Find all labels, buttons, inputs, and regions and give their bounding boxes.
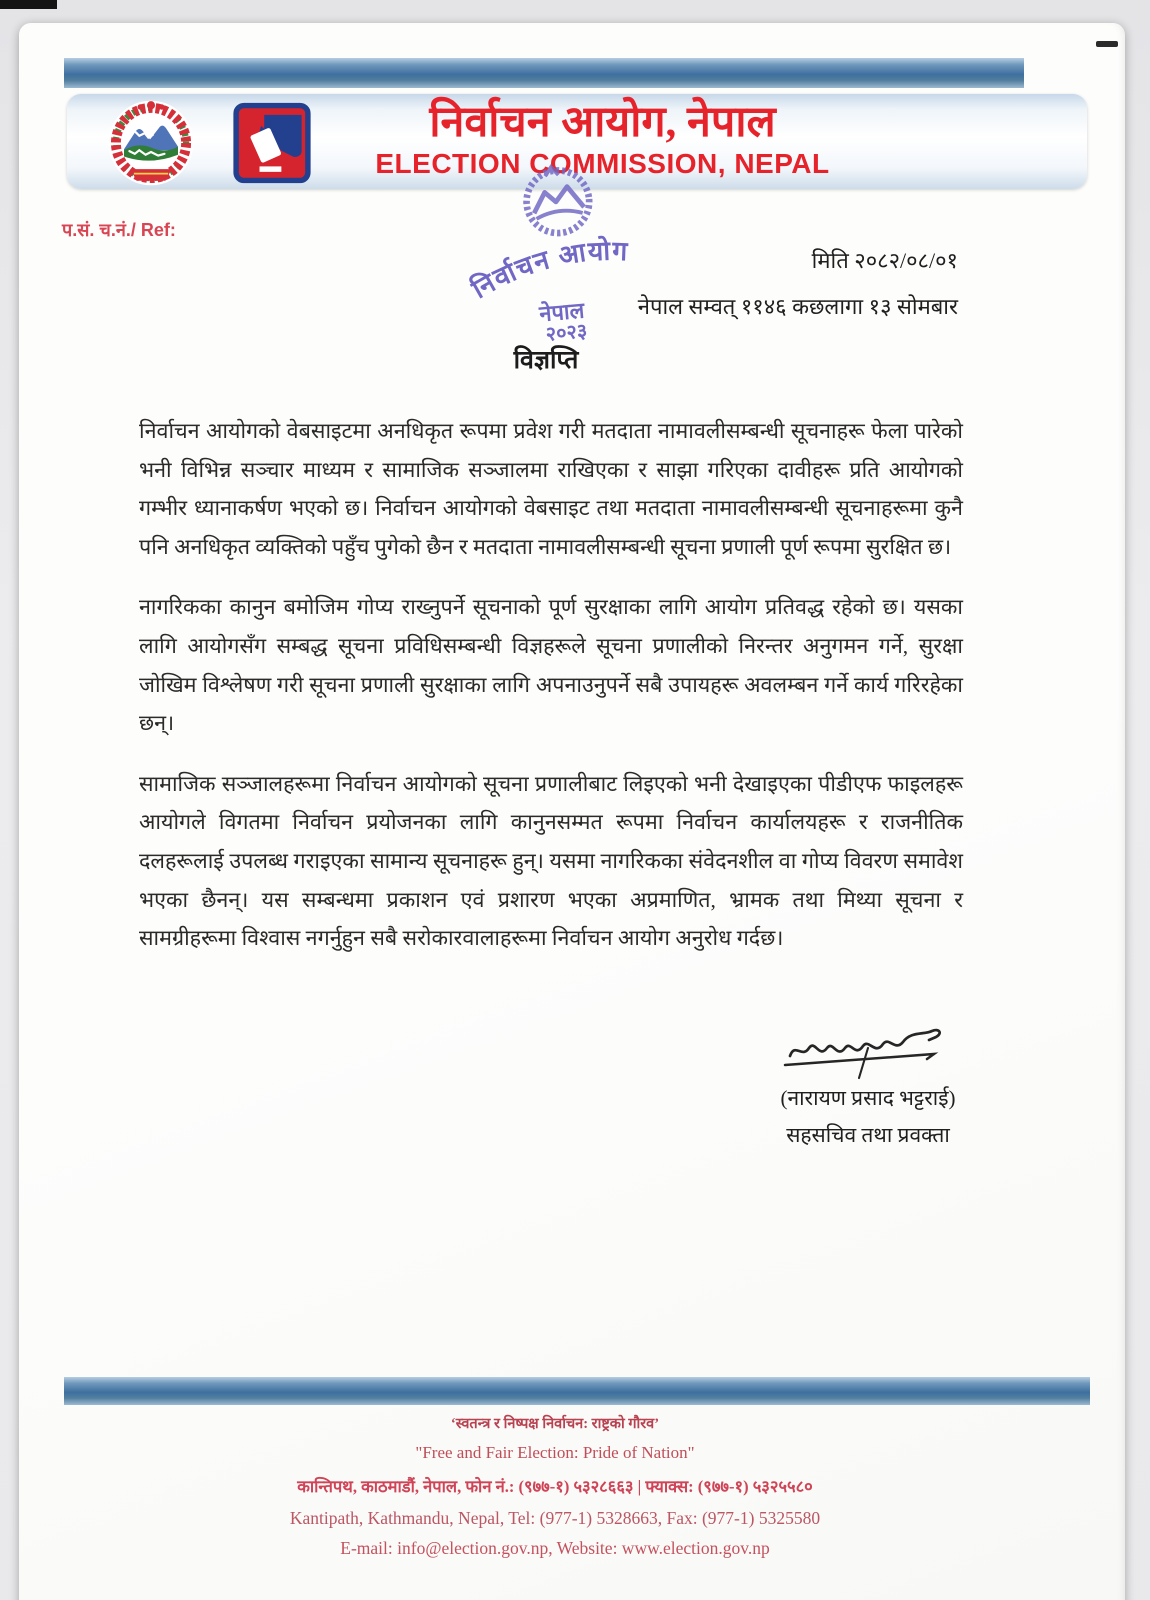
signature-block [738,1018,998,1149]
date-nepal-sambat: नेपाल सम्वत् ११४६ कछलागा १३ सोमबार [637,294,958,319]
handwritten-signature-icon [782,1018,954,1082]
footer-motto-english: "Free and Fair Election: Pride of Nation" [415,1443,695,1462]
svg-text:निर्वाचन आयोग [463,232,634,306]
date-bikram-sambat: मिति २०८२/०८/०१ [811,248,958,273]
nepal-coat-of-arms-icon [106,98,196,188]
subject-title: विज्ञप्ति [513,347,579,374]
scan-artifact-mark-top-right [1096,41,1118,47]
footer-contact-block [16,1413,1094,1559]
ref-number-label: प.सं. च.नं./ Ref: [62,220,176,240]
stamp-arc-text: निर्वाचन आयोग [466,235,630,305]
signatory-designation: सहसचिव तथा प्रवक्ता [786,1123,950,1147]
stamp-year-text: २०२३ [544,320,589,346]
footer-divider-bar [64,1377,1090,1405]
footer-motto-nepali: ‘स्वतन्त्र र निष्पक्ष निर्वाचन: राष्ट्रको गौरव’ [450,1416,660,1432]
org-name-english: ELECTION COMMISSION, NEPAL [375,148,830,179]
dateline [638,246,958,322]
scan-artifact-mark-top-left [0,0,57,9]
footer-email-website: E-mail: info@election.gov.np, Website: www.election.gov.np [340,1538,770,1558]
signatory-name: (नारायण प्रसाद भट्टराई) [780,1086,956,1110]
stamp-country-text: नेपाल [538,298,586,327]
org-name-nepali: निर्वाचन आयोग, नेपाल [429,99,776,146]
paragraph-1: निर्वाचन आयोगको वेबसाइटमा अनधिकृत रूपमा प्रवेश गरी मतदाता नामावलीसम्बन्धी सूचनाहरू फेला पारेको भनी विभिन्न सञ्चार माध्यम र सामाजिक सञ्जालमा राखिएका र साझा गरिएका दावीहरू प्रति आयोगको गम्भीर ध्यानाकर्षण भएको छ। निर्वाचन आयोगको वेबसाइट तथा मतदाता नामावलीसम्बन्धी सूचनाहरूमा कुनै पनि अनधिकृत व्यक्तिको पहुँच पुगेको छैन र मतदाता नामावलीसम्बन्धी सूचना प्रणाली पूर्ण रूपमा सुरक्षित छ। [139,419,963,559]
ballot-box-hand-logo-icon [233,102,311,184]
letter-body [139,412,963,980]
footer-address-english: Kantipath, Kathmandu, Nepal, Tel: (977-1) 5328663, Fax: (977-1) 5325580 [289,1508,821,1528]
paragraph-2: नागरिकका कानुन बमोजिम गोप्य राख्नुपर्ने सूचनाको पूर्ण सुरक्षाका लागि आयोग प्रतिवद्ध रहेको छ। यसका लागि आयोगसँग सम्बद्ध सूचना प्रविधिसम्बन्धी विज्ञहरूले सूचना प्रणालीको निरन्तर अनुगमन गर्ने, सुरक्षा जोखिम विश्लेषण गरी सूचना प्रणाली सुरक्षाका लागि अपनाउनुपर्ने सबै उपायहरू अवलम्बन गर्ने कार्य गरिरहेका छन्। [139,595,963,736]
paragraph-3: सामाजिक सञ्जालहरूमा निर्वाचन आयोगको सूचना प्रणालीबाट लिइएको भनी देखाइएका पीडीएफ फाइलहरू आयोगले विगतमा निर्वाचन प्रयोजनका लागि कानुनसम्मत रूपमा निर्वाचन कार्यालयहरू र राजनीतिक दलहरूलाई उपलब्ध गराइएका सामान्य सूचनाहरू हुन्। यसमा नागरिकका संवेदनशील वा गोप्य विवरण समावेश भएका छैनन्। यस सम्बन्धमा प्रकाशन एवं प्रशारण भएका अप्रमाणित, भ्रामक तथा मिथ्या सूचना र सामग्रीहरूमा विश्वास नगर्नुहुन सबै सरोकारवालाहरूमा निर्वाचन आयोग अनुरोध गर्दछ। [139,771,963,951]
footer-address-nepali: कान्तिपथ, काठमाडौं, नेपाल, फोन नं.: (९७७-१) ५३२८६६३ | फ्याक्स: (९७७-१) ५३२५५८० [297,1477,813,1496]
header-divider-bar [64,58,1024,88]
